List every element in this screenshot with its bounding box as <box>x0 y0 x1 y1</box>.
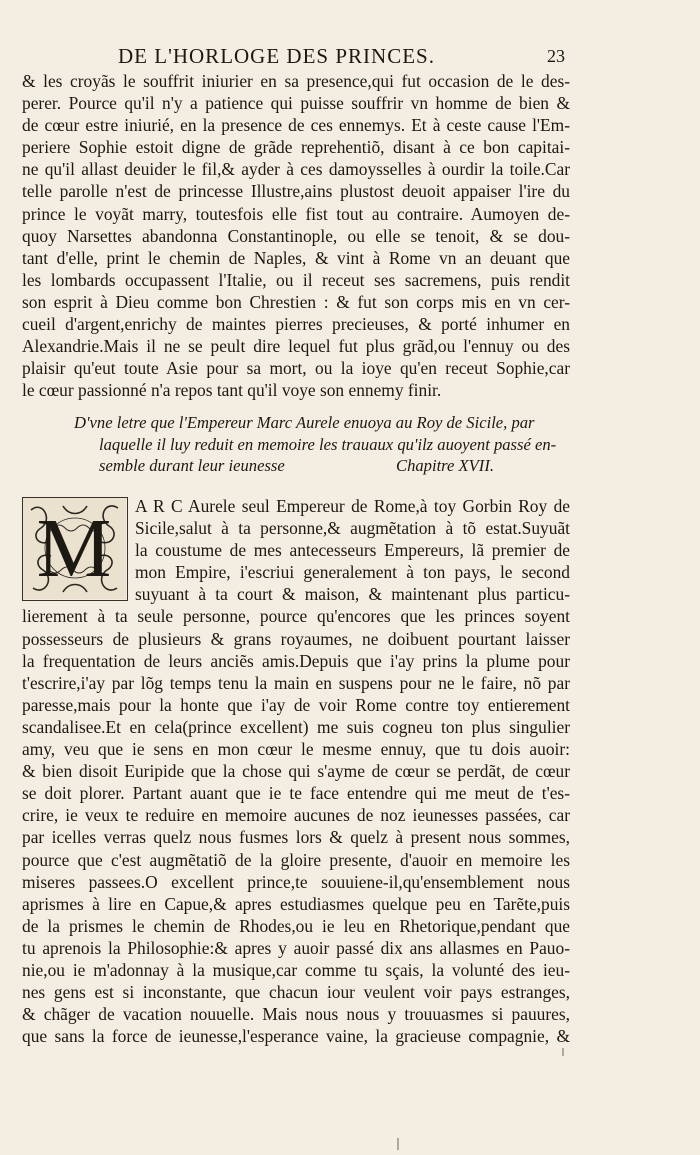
text-line: scandalisee.Et en cela(prince excellent) me suis cogneu ton plus singulier <box>22 716 570 737</box>
text-line: A R C Aurele seul Empereur de Rome,à toy Gorbin Roy de <box>135 496 570 516</box>
text-line: tant d'elle, print le chemin de Naples, & vint à Rome vn an deuant que <box>22 247 570 268</box>
text-line: & bien disoit Euripide que la chose qui s'ayme de cœur se perdãt, de cœur <box>22 761 570 782</box>
text-line: amy, veu que ie sens en mon cœur le mesme ennuy, que tu dois auoir: <box>22 739 570 760</box>
decorated-initial <box>22 497 128 601</box>
text-line: se doit plorer. Partant auant que ie te face entendre qui me meut de t'es- <box>22 783 570 804</box>
opening-paragraph <box>22 70 570 401</box>
text-line: & les croyãs le souffrit iniurier en sa presence,qui fut occasion de le des- <box>22 71 570 91</box>
text-line: aprismes à lire en Capue,& apres estudiasmes quelque peu en Tarẽte,puis <box>22 893 570 914</box>
text-line: ne qu'il allast deuider le fil,& ayder à ces damoysselles à ourdir la toile.Car <box>22 159 570 180</box>
text-line: periere Sophie estoit digne de grãde reprehentiõ, disant à ce bon capitai- <box>22 137 570 158</box>
text-line: mon Empire, i'escriui generalement à ton pays, le second <box>135 562 570 583</box>
heading-line: D'vne letre que l'Empereur Marc Aurele enuoya au Roy de Sicile, par <box>74 413 535 432</box>
text-line: quoy Narsettes abandonna Constantinople, ou elle se tenoit, & se dou- <box>22 225 570 246</box>
text-line: possesseurs de plusieurs & grans royaumes, ne doibuent pourtant laisser <box>22 628 570 649</box>
ornament-icon <box>23 498 126 599</box>
text-line: la frequentation de leurs anciẽs amis.Depuis que i'ay prins la plume pour <box>22 650 570 671</box>
text-line: Sicile,salut à ta personne,& augmẽtation à tõ estat.Suyuãt <box>135 518 570 539</box>
ink-mark <box>562 1048 564 1056</box>
text-line: cueil d'argent,enrichy de maintes pierres precieuses, & porté inhumer en <box>22 314 570 335</box>
text-line: & chãger de vacation nouuelle. Mais nous nous y trouuasmes si pauures, <box>22 1004 570 1025</box>
chapter-heading <box>74 412 557 477</box>
text-line: de cœur estre iniurié, en la presence de ces ennemys. Et à ceste cause l'Em- <box>22 115 570 136</box>
text-line: les lombards occupassent l'Italie, ou il receut ses sacremens, puis rendit <box>22 269 570 290</box>
heading-line <box>74 455 534 477</box>
text-line: lierement à ta seule personne, pource qu'encores que les princes soyent <box>22 606 570 627</box>
text-line: plaisir qu'eut toute Asie pour sa mort, ou la ioye qu'en receut Sophie,car <box>22 358 570 379</box>
text-line: nes gens est si inconstante, que chacun iour veulent voir pays estranges, <box>22 982 570 1003</box>
heading-line-text: semble durant leur ieunesse <box>99 456 285 475</box>
text-line: le cœur passionné n'a repos tant qu'il voye son ennemy finir. <box>22 380 442 401</box>
text-line: prince le voyãt marry, toutesfois elle fist tout au contraire. Aumoyen de- <box>22 203 570 224</box>
chapter-label: Chapitre XVII. <box>396 456 495 475</box>
text-line: son esprit à Dieu comme bon Chrestien : & fut son corps mis en vn cer- <box>22 291 570 312</box>
text-line: t'escrire,i'ay par lõg temps tenu la main en suspens pour ne le faire, nõ par <box>22 672 570 693</box>
heading-line: laquelle il luy reduit en memoire les trauaux qu'ilz auoyent passé en- <box>99 434 557 454</box>
text-line: la coustume de mes antecesseurs Empereurs, lã premier de <box>135 540 570 561</box>
text-line: nie,ou ie m'adonnay à la musique,car comme tu sçais, la volunté des ieu- <box>22 959 570 980</box>
text-line: de la prismes le chemin de Rhodes,ou ie leu en Rhetorique,pendant que <box>22 915 570 936</box>
text-line: perer. Pource qu'il n'y a patience qui puisse souffrir vn homme de bien & <box>22 93 570 114</box>
text-line: tu aprenois la Philosophie:& apres y auoir passé dix ans allasmes en Pauo- <box>22 937 570 958</box>
text-line: paresse,mais pour la honte que i'ay de voir Rome contre toy entierement <box>22 694 570 715</box>
running-head <box>0 44 700 70</box>
text-line: telle parolle n'est de princesse Illustre,ains plustost deuoit appaiser l'ire du <box>22 181 570 202</box>
text-line: crire, ie veux te reduire en memoire aucunes de noz ieunesses passées, car <box>22 805 570 826</box>
text-line: pource que c'est augmẽtatiõ de la gloire presente, d'auoir en memoire les <box>22 849 570 870</box>
text-line: miseres passees.O excellent prince,te souuiene-il,qu'ensemblement nous <box>22 871 570 892</box>
running-title: DE L'HORLOGE DES PRINCES. <box>118 44 435 68</box>
page-number: 23 <box>547 46 565 66</box>
text-line: Alexandrie.Mais il ne se peult dire lequel fut plus grãd,ou l'ennuy ou des <box>22 336 570 357</box>
text-line: que sans la force de ieunesse,l'esperance vaine, la gracieuse compagnie, & <box>22 1026 570 1047</box>
text-line: par icelles verras quelz nous fusmes lors & quelz à present nous sommes, <box>22 827 570 848</box>
ink-mark <box>397 1138 399 1150</box>
initial-letter: M <box>36 502 112 595</box>
text-line: suyuant à ta court & maison, & maintenant plus particu- <box>135 584 570 605</box>
